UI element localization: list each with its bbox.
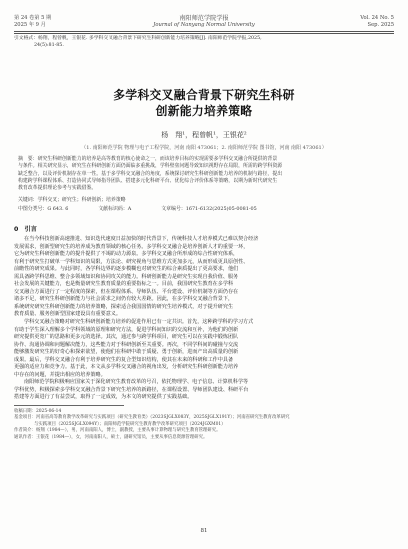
body-line: 中存在的问题，并提出相应的培养策略。	[14, 371, 106, 378]
clc-number: 中图分类号：G 643. 6	[18, 206, 69, 212]
document-code: 文献标识码：A	[98, 206, 132, 212]
footnote-rule	[14, 405, 124, 406]
body-line: 在当今科技创新高速推进、知识迭代速度日益加快的时代背景下，传统科技人才培养模式已难以契合经济	[24, 236, 259, 242]
header-right	[320, 15, 394, 29]
abstract-line: 构建跨学科课程体系、打造协同式导师指导团队、搭建多元化科研平台、优化综合评价体系等策略，以期为新时代研究生	[18, 177, 278, 184]
page-number: 81	[200, 528, 208, 534]
body-line: 诸多不足，研究生科研创新能力与社会需求之间仍有较大差距。因此，在多学科交叉融合背景下，	[14, 296, 234, 303]
header-rule-2	[14, 33, 394, 34]
abstract-line: 与条件。相关研究显示，研究生在科研创新方面仍面临多重挑战，学科壁垒问题导致知识视野存在局限，所需的跨学科资源	[18, 163, 283, 170]
body-line: 系统研究研究生科研创新能力的培养策略，探索适合我国国情的研究生培养模式，对于提升研究生	[14, 303, 234, 310]
body-line: 它为研究生科研创新能力的提升提供了不竭的动力源泉。多学科交叉融合所形成的综合性研究体系，	[14, 251, 239, 258]
header-date-en: Sep. 2025	[367, 22, 394, 28]
classification-line	[18, 206, 390, 213]
corresponding-author: 通讯作者：王银花（1984—），女，河南南阳人，硕士，副研究馆员，主要从事信息资源管理研究。	[14, 434, 208, 440]
journal-name-en: Journal of Nanyang Normal University	[153, 22, 255, 28]
body-line: 能够激发研究生的好奇心和探索欲望，使他们在科研中敢于质疑、勇于创新，进而产出高质量的创新	[14, 349, 239, 356]
body-line: 前瞻性的研究成果。与此同时，各学科边界的逐步模糊也对研究生的综合素质提出了更高要求，他们	[14, 266, 239, 273]
abstract-line: 缺乏整合，以及评价机制存在单一性。基于多学科交叉融合的角度，系统探讨研究生科研创新能力培养的机制与路径，提出	[18, 170, 283, 177]
article-title	[0, 87, 408, 119]
body-text	[14, 236, 394, 402]
body-line: 交叉融合方面进行了一定程度的探索，但在课程体系、导师队伍、平台建设、评价机制等方面仍存在	[14, 288, 239, 295]
funding: 基金项目：河南省高等教育教学改革研究与实践项目（研究生教育类）（2023SJGLX083Y，2025SJGLX191Y）；河南省研究生教育改革研究	[14, 415, 290, 421]
title-line-1: 多学科交叉融合背景下研究生科研	[113, 88, 295, 102]
body-line: 学科优势，积极探索多学科交叉融合背景下研究生培养的新路径，在课程设置、导师团队建设、科研平台	[14, 386, 249, 393]
author-bio: 作者简介：杨翔（1984—），男，河南南阳人，博士，副教授，主要从事计算物理与研究生教育管理研究。	[14, 428, 221, 434]
body-line: 需具备跨学科思维、整合多领域知识和协同攻关的能力。科研创新能力是研究生实现自我价值、服务	[14, 273, 239, 280]
body-line: 南阳师范学院积极响应国家关于深化研究生教育改革的号召，依托物理学、电子信息、计算机科学等	[24, 379, 249, 386]
abstract-line: 教育改革提供理论参考与实践借鉴。	[18, 185, 97, 192]
section-heading: 0 引言	[14, 226, 37, 233]
header-volume: 第 24 卷第 5 期	[14, 15, 52, 21]
body-line: 教育质量、服务创新型国家建设具有重要意义。	[14, 311, 121, 318]
body-line: 成果。最后，学科交叉融合有利于培养研究生的复合型知识结构，使其在未来的科研和工作中具备	[14, 356, 234, 363]
article-number: 文章编号：1671-6132(2025)05-0081-05	[161, 206, 257, 212]
authors: 杨 翔¹，程曾帆¹，王银花²	[161, 131, 247, 139]
body-line: 有利于研究生打破单一学科知识的局限，方法论、研究视角与思维方式更加多元，从而形成更具原创性、	[14, 258, 249, 265]
header-volume-en: Vol. 24 No. 5	[360, 15, 394, 21]
header-date: 2025 年 9 月	[14, 22, 46, 28]
body-line: 更强的适应力和竞争力。基于此，本文从多学科交叉融合的视角出发，分析研究生科研创新能力培养	[14, 364, 239, 371]
citation-line-1: 引文格式：杨翔，程曾帆，王银花. 多学科交叉融合背景下研究生科研创新能力培养策略[J]. 南阳师范学院学报,2025,	[14, 36, 262, 41]
journal-name-cn: 南阳师范学院学报	[179, 15, 229, 22]
body-line: 社会发展的关键能力，也是衡量研究生教育质量的重要指标之一。目前，我国研究生教育在多学科	[14, 281, 234, 288]
abstract-line: 摘 要：研究生科研创新能力的培养是高等教育的核心使命之一，而该培养目标的实现需要多学科交叉融合所提供的背景	[18, 156, 278, 162]
keywords: 关键词：学科交叉；研究生；科研创新；培养策略	[18, 197, 126, 203]
received-date: 收稿日期：2025-06-14	[14, 409, 62, 414]
body-line: 学科交叉融合策略对研究生科研创新能力培养的促进作用已有一定共识。首先，这种跨学科的学习方式	[24, 319, 254, 326]
body-line: 有助于学生深入理解多个学科领域的原理和研究方法，促进学科间知识的交流和互补，为他们的创新	[14, 326, 239, 333]
body-line: 协作、沟通协调和问题解决能力，这些能力对于科研创新至关重要。再次，不同学科间的碰撞与交流	[14, 341, 239, 348]
title-line-2: 创新能力培养策略	[155, 104, 253, 118]
funding-cont: 与实践项目（2025SJGLX094Y）；南阳师范学院研究生教育教学改革研究项目（2024JGXM01）	[34, 421, 226, 427]
abstract	[18, 156, 390, 192]
body-line: 搭建等方面进行了有益尝试，取得了一定成效，为本文的研究提供了实践基础。	[14, 394, 193, 401]
body-line: 研究提供更宽广的思路和更多元的选择。其次，通过参与跨学科项目，研究生可以在实践中锻炼团队	[14, 334, 239, 341]
citation-format	[14, 35, 394, 49]
affiliations: （1. 南阳师范学院 物理与电子工程学院，河南 南阳 473061；2. 南阳师范学院 图书馆，河南 南阳 473061）	[81, 145, 327, 151]
footnotes	[14, 409, 394, 441]
body-line: 发展需求，创新型研究生的培养成为教育领域的核心任务。多学科交叉融合是培养创新人才的重要一环，	[14, 243, 249, 250]
citation-line-2: 24(5):81-85.	[34, 43, 64, 49]
